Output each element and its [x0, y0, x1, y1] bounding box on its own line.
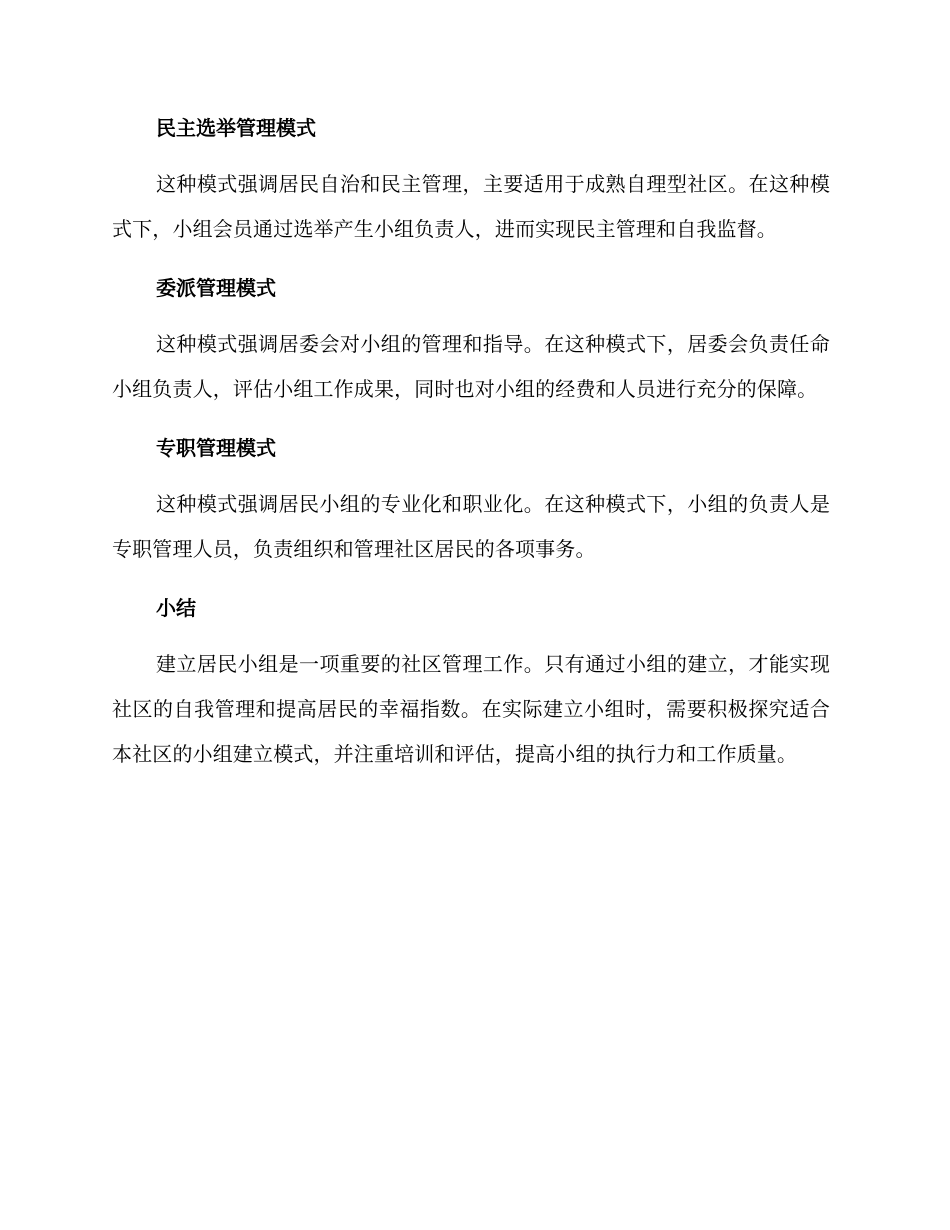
- section-paragraph: 建立居民小组是一项重要的社区管理工作。只有通过小组的建立，才能实现社区的自我管理和提高居民的幸福指数。在实际建立小组时，需要积极探究适合本社区的小组建立模式，并注重培训和评估，提高小组的执行力和工作质量。: [112, 652, 830, 766]
- section-heading: 民主选举管理模式: [156, 116, 316, 140]
- section-heading: 专职管理模式: [156, 436, 276, 460]
- section-summary: [112, 586, 830, 777]
- section-paragraph: 这种模式强调居委会对小组的管理和指导。在这种模式下，居委会负责任命小组负责人，评估小组工作成果，同时也对小组的经费和人员进行充分的保障。: [112, 332, 830, 401]
- document-page: [112, 106, 830, 791]
- section-heading: 小结: [156, 596, 196, 620]
- section-professional-management: [112, 426, 830, 572]
- section-delegated-management: [112, 266, 830, 412]
- section-heading: 委派管理模式: [156, 276, 276, 300]
- section-paragraph: 这种模式强调居民自治和民主管理，主要适用于成熟自理型社区。在这种模式下，小组会员通过选举产生小组负责人，进而实现民主管理和自我监督。: [112, 172, 830, 241]
- section-democratic-election: [112, 106, 830, 252]
- section-paragraph: 这种模式强调居民小组的专业化和职业化。在这种模式下，小组的负责人是专职管理人员，负责组织和管理社区居民的各项事务。: [112, 492, 830, 561]
